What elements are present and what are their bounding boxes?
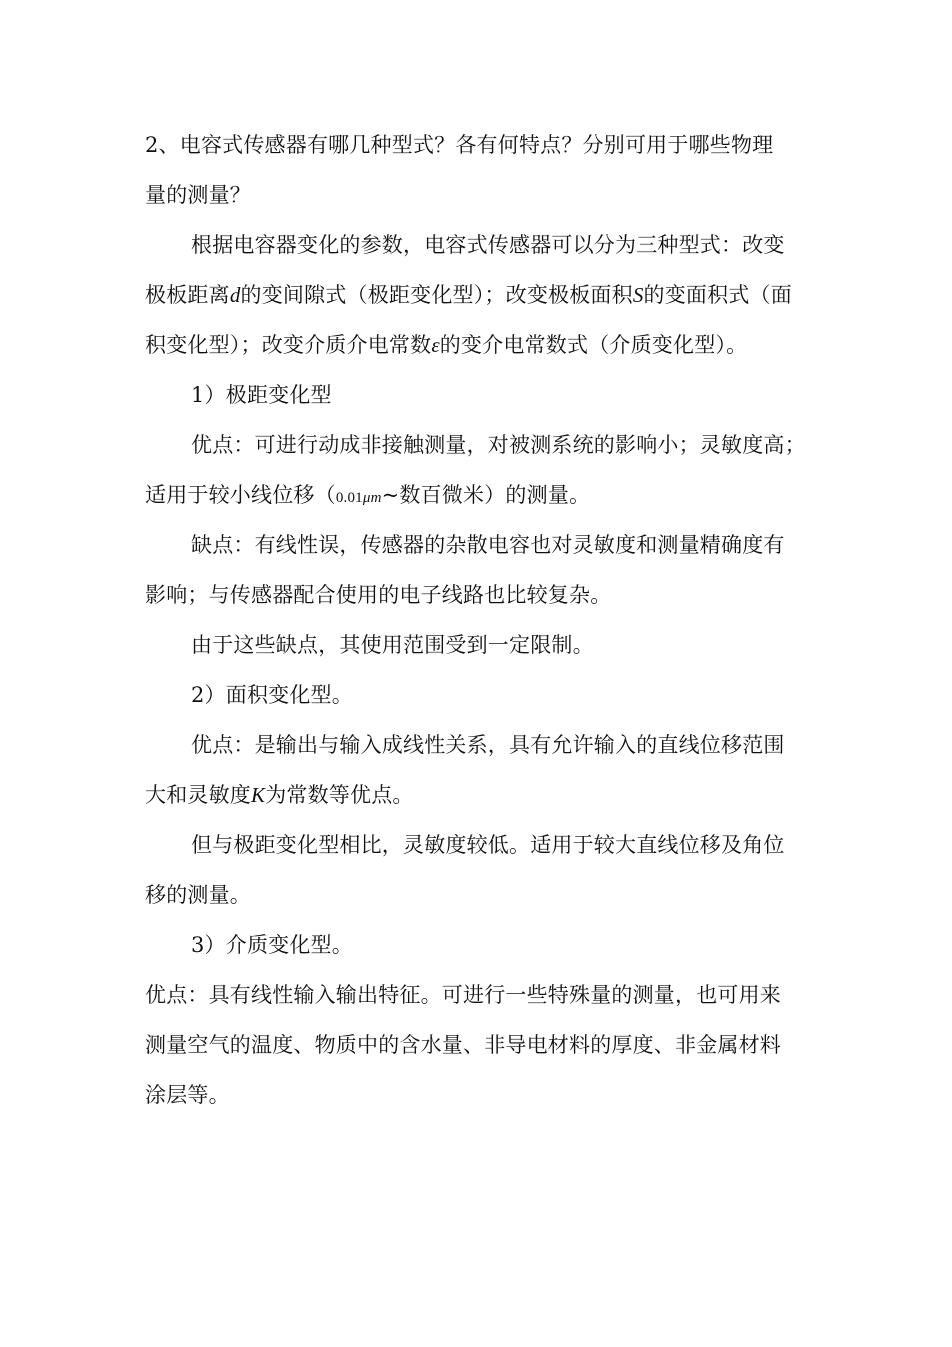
type1-advantages-line-1: 优点：可进行动成非接触测量，对被测系统的影响小；灵敏度高；: [191, 433, 806, 457]
intro-line-3: [145, 320, 813, 370]
type2-disadvantages-line-1: 但与极距变化型相比，灵敏度较低。适用于较大直线位移及角位: [191, 833, 785, 857]
type1-limitation: 由于这些缺点，其使用范围受到一定限制。: [191, 633, 594, 657]
range-number: 0.01: [335, 490, 363, 506]
type3-advantages-line-2: 测量空气的温度、物质中的含水量、非导电材料的厚度、非金属材料: [145, 1033, 781, 1057]
type2-advantages-line-2: [145, 770, 813, 820]
type1-disadvantages-line-2: 影响；与传感器配合使用的电子线路也比较复杂。: [145, 583, 612, 607]
type2-advantages-line-1: 优点：是输出与输入成线性关系，具有允许输入的直线位移范围: [191, 733, 785, 757]
type1-text: ~数百微米）的测量。: [381, 483, 591, 507]
type3-advantages-line-1: 优点：具有线性输入输出特征。可进行一些特殊量的测量，也可用来: [145, 983, 781, 1007]
document-page: [145, 120, 813, 1120]
type2-text: 大和灵敏度: [145, 783, 251, 807]
variable-d: d: [229, 283, 241, 307]
intro-text: 的变间隙式（极距变化型）；改变极板面积: [240, 283, 633, 307]
intro-text: 积变化型）；改变介质介电常数: [145, 333, 432, 357]
type2-heading: 2）面积变化型。: [191, 683, 353, 707]
variable-s: S: [632, 283, 644, 307]
variable-epsilon: ε: [431, 333, 440, 357]
type1-advantages-line-2: [145, 470, 813, 520]
intro-text: 极板距离: [145, 283, 230, 307]
type1-text: 适用于较小线位移（: [145, 483, 336, 507]
question-line-2: 量的测量？: [145, 183, 251, 207]
intro-line-2: [145, 270, 813, 320]
type2-disadvantages-line-2: 移的测量。: [145, 883, 251, 907]
type1-heading: 1）极距变化型: [191, 383, 332, 407]
intro-text: 的变面积式（面: [643, 283, 792, 307]
intro-line-1: 根据电容器变化的参数，电容式传感器可以分为三种型式：改变: [191, 233, 785, 257]
question-line-1: 2、电容式传感器有哪几种型式？各有何特点？分别可用于哪些物理: [145, 133, 774, 157]
type1-disadvantages-line-1: 缺点：有线性误，传感器的杂散电容也对灵敏度和测量精确度有: [191, 533, 785, 557]
type3-advantages-line-3: 涂层等。: [145, 1083, 230, 1107]
type2-text: 为常数等优点。: [265, 783, 414, 807]
intro-text: 的变介电常数式（介质变化型）。: [439, 333, 748, 357]
variable-k: K: [251, 783, 266, 807]
type3-heading: 3）介质变化型。: [191, 933, 353, 957]
range-unit: μm: [362, 490, 382, 506]
